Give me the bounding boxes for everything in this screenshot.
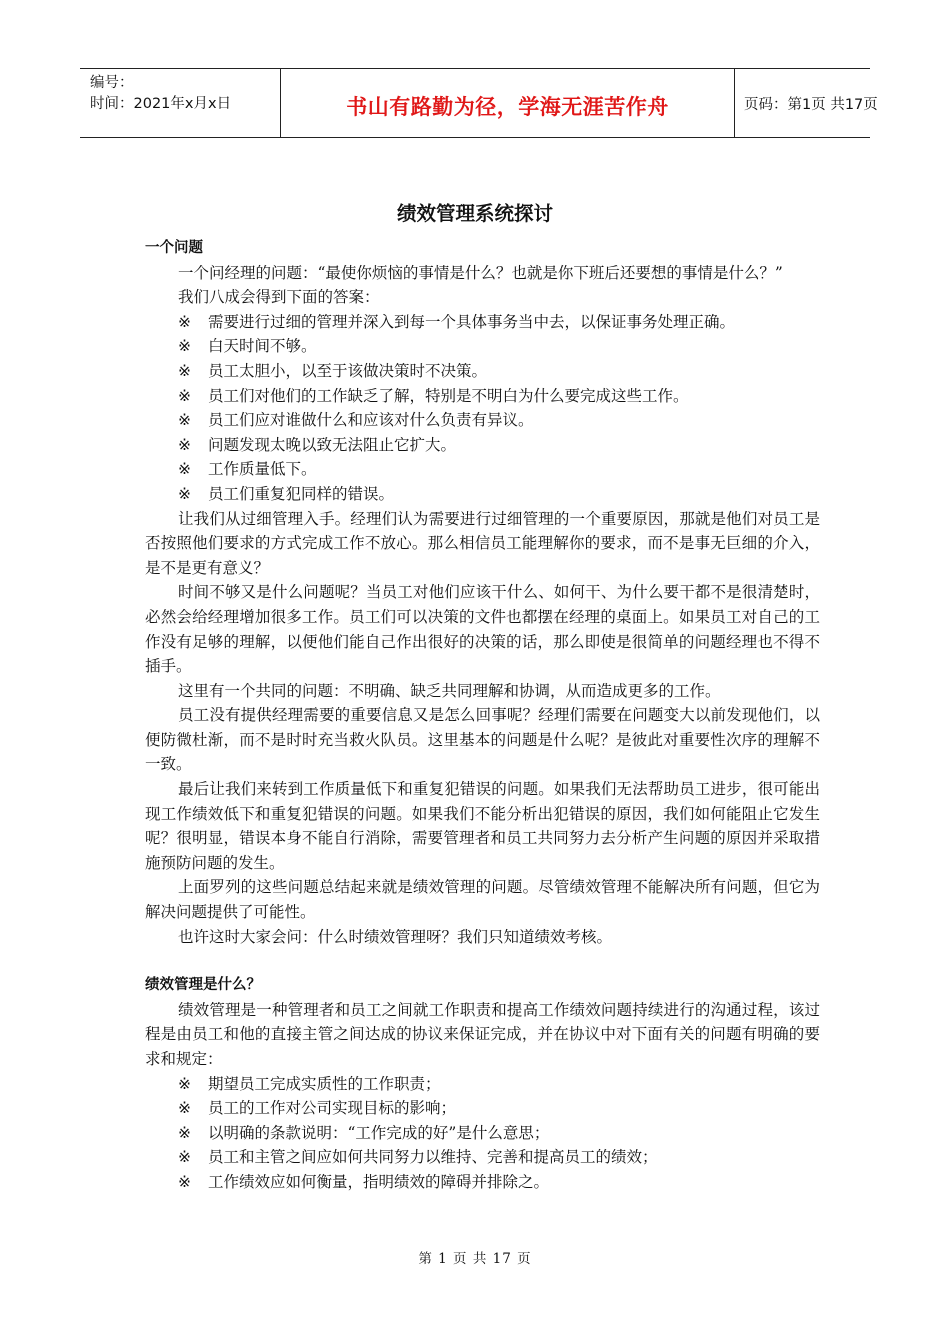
paragraph-group — [145, 507, 820, 950]
paragraph: 上面罗列的这些问题总结起来就是绩效管理的问题。尽管绩效管理不能解决所有问题，但它为解决问题提供了可能性。 — [145, 878, 820, 922]
bullet-text: 需要进行过细的管理并深入到每一个具体事务当中去，以保证事务处理正确。 — [208, 312, 736, 331]
bullet-mark: ※ — [178, 386, 191, 405]
bullet-mark: ※ — [178, 1172, 191, 1191]
bullet-mark: ※ — [178, 1099, 191, 1118]
bullet-item — [145, 482, 820, 507]
bullet-item — [145, 1121, 820, 1146]
bullet-text: 员工的工作对公司实现目标的影响； — [208, 1099, 457, 1118]
bullet-item — [145, 408, 820, 433]
bullet-item — [145, 1145, 820, 1170]
paragraph: 也许这时大家会问：什么时绩效管理呀？我们只知道绩效考核。 — [178, 927, 613, 946]
spacer — [145, 949, 820, 973]
paragraph: 员工没有提供经理需要的重要信息又是怎么回事呢？经理们需要在问题变大以前发现他们，以便防微杜渐，而不是时时充当救火队员。这里基本的问题是什么呢？是彼此对重要性次序的理解不一致。 — [145, 706, 820, 774]
bullet-item — [145, 334, 820, 359]
bullet-text: 白天时间不够。 — [208, 337, 317, 356]
paragraph: 一个问经理的问题：“最使你烦恼的事情是什么？也就是你下班后还要想的事情是什么？” — [178, 263, 783, 282]
paragraph: 我们八成会得到下面的答案： — [178, 288, 380, 307]
bullet-item — [145, 384, 820, 409]
bullet-text: 员工们应对谁做什么和应该对什么负责有异议。 — [208, 411, 534, 430]
paragraph: 绩效管理是一种管理者和员工之间就工作职责和提高工作绩效问题持续进行的沟通过程，该过程是由员工和他的直接主管之间达成的协议来保证完成，并在协议中对下面有关的问题有明确的要求和规定： — [145, 1000, 820, 1068]
page-title: 绩效管理系统探讨 — [396, 202, 553, 225]
bullet-mark: ※ — [178, 484, 191, 503]
bullet-mark: ※ — [178, 1074, 191, 1093]
bullet-mark: ※ — [178, 1148, 191, 1167]
page-footer: 第 1 页 共 17 页 — [418, 1251, 532, 1267]
bullet-text: 问题发现太晚以致无法阻止它扩大。 — [208, 435, 457, 454]
bullet-item — [145, 457, 820, 482]
bullet-mark: ※ — [178, 460, 191, 479]
bullet-text: 员工太胆小，以至于该做决策时不决策。 — [208, 361, 488, 380]
bullet-mark: ※ — [178, 312, 191, 331]
bullet-list — [145, 310, 820, 507]
bullet-text: 工作质量低下。 — [208, 460, 317, 479]
bullet-text: 工作绩效应如何衡量，指明绩效的障碍并排除之。 — [208, 1172, 550, 1191]
section-heading: 一个问题 — [145, 240, 203, 256]
header-page-cell — [734, 69, 878, 137]
bullet-mark: ※ — [178, 1123, 191, 1142]
bullet-item — [145, 433, 820, 458]
bullet-item — [145, 359, 820, 384]
bullet-text: 以明确的条款说明：“工作完成的好”是什么意思； — [208, 1123, 550, 1142]
paragraph: 最后让我们来转到工作质量低下和重复犯错误的问题。如果我们无法帮助员工进步，很可能出现工作绩效低下和重复犯错误的问题。如果我们不能分析出犯错误的原因，我们如何能阻止它发生呢？很明显，错误本身不能自行消除，需要管理者和员工共同努力去分析产生问题的原因并采取措施预防问题的发生。 — [145, 780, 820, 872]
bullet-text: 员工和主管之间应如何共同努力以维持、完善和提高员工的绩效； — [208, 1148, 658, 1167]
bullet-text: 员工们重复犯同样的错误。 — [208, 484, 395, 503]
bullet-mark: ※ — [178, 411, 191, 430]
section-heading: 绩效管理是什么？ — [145, 977, 261, 994]
bullet-text: 期望员工完成实质性的工作职责； — [208, 1074, 441, 1093]
paragraph: 让我们从过细管理入手。经理们认为需要进行过细管理的一个重要原因，那就是他们对员工是否按照他们要求的方式完成工作不放心。那么相信员工能理解你的要求，而不是事无巨细的介入，是不是更有意义？ — [145, 509, 820, 577]
page-code: 页码：第1页 共17页 — [744, 97, 878, 113]
bullet-mark: ※ — [178, 361, 191, 380]
bullet-item — [145, 310, 820, 335]
header-meta-cell — [80, 69, 280, 137]
header-motto-cell — [280, 69, 735, 137]
bullet-item — [145, 1072, 820, 1097]
bullet-text: 员工们对他们的工作缺乏了解，特别是不明白为什么要完成这些工作。 — [208, 386, 689, 405]
motto: 书山有路勤为径，学海无涯苦作舟 — [346, 95, 669, 119]
bullet-item — [145, 1170, 820, 1195]
code-label: 编号： — [90, 75, 134, 91]
bullet-mark: ※ — [178, 337, 191, 356]
document-body — [145, 236, 820, 1195]
bullet-list — [145, 1072, 820, 1195]
paragraph: 这里有一个共同的问题：不明确、缺乏共同理解和协调，从而造成更多的工作。 — [178, 681, 721, 700]
bullet-mark: ※ — [178, 435, 191, 454]
document-header — [80, 68, 878, 138]
bullet-item — [145, 1096, 820, 1121]
paragraph: 时间不够又是什么问题呢？当员工对他们应该干什么、如何干、为什么要干都不是很清楚时，必然会给经理增加很多工作。员工们可以决策的文件也都摆在经理的桌面上。如果员工对自己的工作没有足够的理解，以便他们能自己作出很好的决策的话，那么即使是很简单的问题经理也不得不插手。 — [145, 583, 820, 676]
date-line: 时间：2021年x月x日 — [90, 96, 232, 112]
